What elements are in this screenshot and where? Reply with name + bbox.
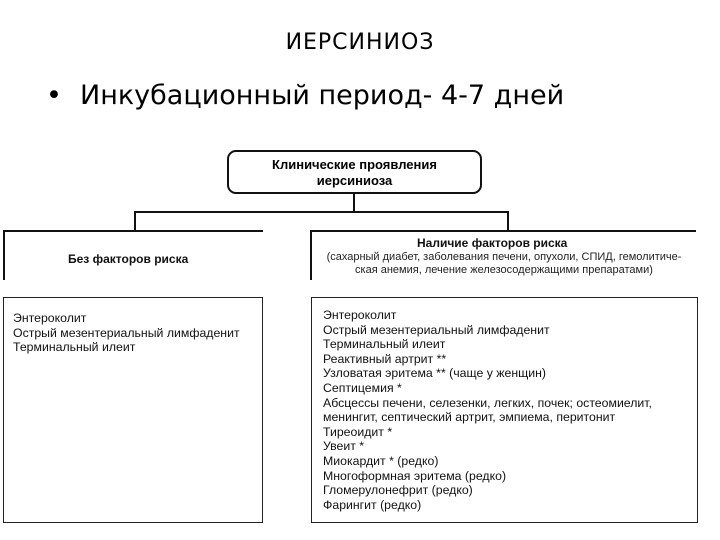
right-branch-item: менингит, септический артрит, эмпиема, перитонит [323,410,616,425]
right-branch-top [310,230,696,232]
left-branch-label: Без факторов риска [68,252,189,266]
root-node [227,150,482,194]
left-branch-item: Энтероколит [13,311,87,325]
right-branch-item: Миокардит * (редко) [323,453,439,468]
right-branch-item: Абсцессы печени, селезенки, легких, почек; остеомиелит, [323,395,652,410]
right-branch-item: Увеит * [323,439,365,454]
right-branch-item: Терминальный илеит [323,337,446,352]
right-branch-item: Септицемия * [323,380,402,395]
right-branch-item: Реактивный артрит ** [323,351,447,366]
left-branch-item: Острый мезентериальный лимфаденит [13,325,240,340]
left-list-box [3,297,263,523]
root-node-line2: иерсиниоза [316,173,393,188]
right-list-box [311,297,698,523]
right-branch-item: Острый мезентериальный лимфаденит [323,322,550,337]
left-branch-top [3,230,263,232]
left-branch-side [3,230,5,280]
bullet-item [46,80,564,111]
incubation-period-text: Инкубационный период- 4-7 дней [80,80,565,111]
right-branch-item: Тиреоидит * [323,424,393,439]
right-branch-item: Многоформная эритема (редко) [323,468,507,483]
right-branch-item: Энтероколит [323,308,397,322]
right-branch-note-line2: ская анемия, лечение железосодержащими препаратами) [355,264,653,276]
left-branch-item: Терминальный илеит [13,340,136,355]
right-branch-item: Узловатая эритема ** (чаще у женщин) [323,366,547,381]
bullet-dot-icon: • [46,80,62,111]
connector-right-down [507,211,509,231]
right-branch-item: Гломерулонефрит (редко) [323,483,473,498]
connector-root-down [353,194,355,212]
connector-horizontal [134,211,508,213]
right-branch-item: Фарингит (редко) [323,497,422,512]
right-branch-note-line1: (сахарный диабет, заболевания печени, опухоли, СПИД, гемолитиче- [326,251,682,263]
root-node-line1: Клинические проявления [272,157,437,172]
right-branch-label: Наличие факторов риска [417,236,568,250]
right-branch-note [314,251,694,277]
slide-title: ИЕРСИНИОЗ [285,30,435,55]
connector-left-down [134,211,136,231]
right-branch-side [310,230,312,280]
